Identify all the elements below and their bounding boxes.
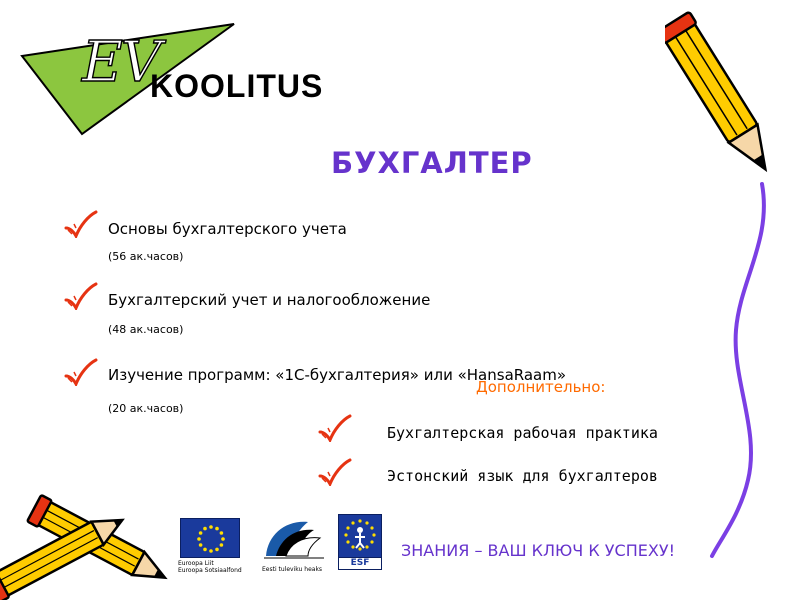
course-title-1: Основы бухгалтерского учета [108, 220, 347, 238]
estonia-logo [262, 516, 326, 578]
esf-logo [338, 514, 382, 570]
course-title-3: Изучение программ: «1С-бухгалтерия» или «HansaRaam» [108, 366, 567, 384]
checkmark-icon [64, 282, 98, 310]
eu-logo [178, 518, 244, 578]
checkmark-icon [318, 458, 352, 486]
eu-caption-line-2: Euroopa Sotsiaalfond [178, 567, 242, 574]
eu-caption [178, 560, 248, 574]
extra-item-1: Бухгалтерская рабочая практика [387, 424, 658, 442]
logo-name: KOOLITUS [150, 68, 324, 104]
pencils-icon [0, 482, 170, 600]
course-hours-3: (20 ак.часов) [108, 402, 184, 415]
extra-heading: Дополнительно: [476, 378, 606, 396]
eu-caption-line-1: Euroopa Liit [178, 560, 214, 567]
eu-flag-icon [180, 518, 240, 558]
extra-item-2: Эстонский язык для бухгалтеров [387, 467, 658, 485]
checkmark-icon [64, 358, 98, 386]
checkmark-icon [64, 210, 98, 238]
course-title-2: Бухгалтерский учет и налогообложение [108, 291, 431, 309]
decorative-curve-icon [700, 180, 780, 560]
slogan: ЗНАНИЯ – ВАШ КЛЮЧ К УСПЕХУ! [401, 541, 675, 560]
page-title: БУХГАЛТЕР [331, 146, 533, 180]
checkmark-icon [318, 414, 352, 442]
course-hours-1: (56 ак.часов) [108, 250, 184, 263]
esf-caption: ESF [339, 557, 381, 569]
koolitus-logo [20, 22, 350, 140]
course-hours-2: (48 ак.часов) [108, 323, 184, 336]
logo-ev: EV [82, 30, 160, 95]
pencil-icon [665, 4, 785, 194]
esf-emblem-icon [339, 515, 381, 557]
estonia-flag-icon [262, 516, 326, 566]
estonia-caption: Eesti tuleviku heaks [262, 566, 323, 573]
